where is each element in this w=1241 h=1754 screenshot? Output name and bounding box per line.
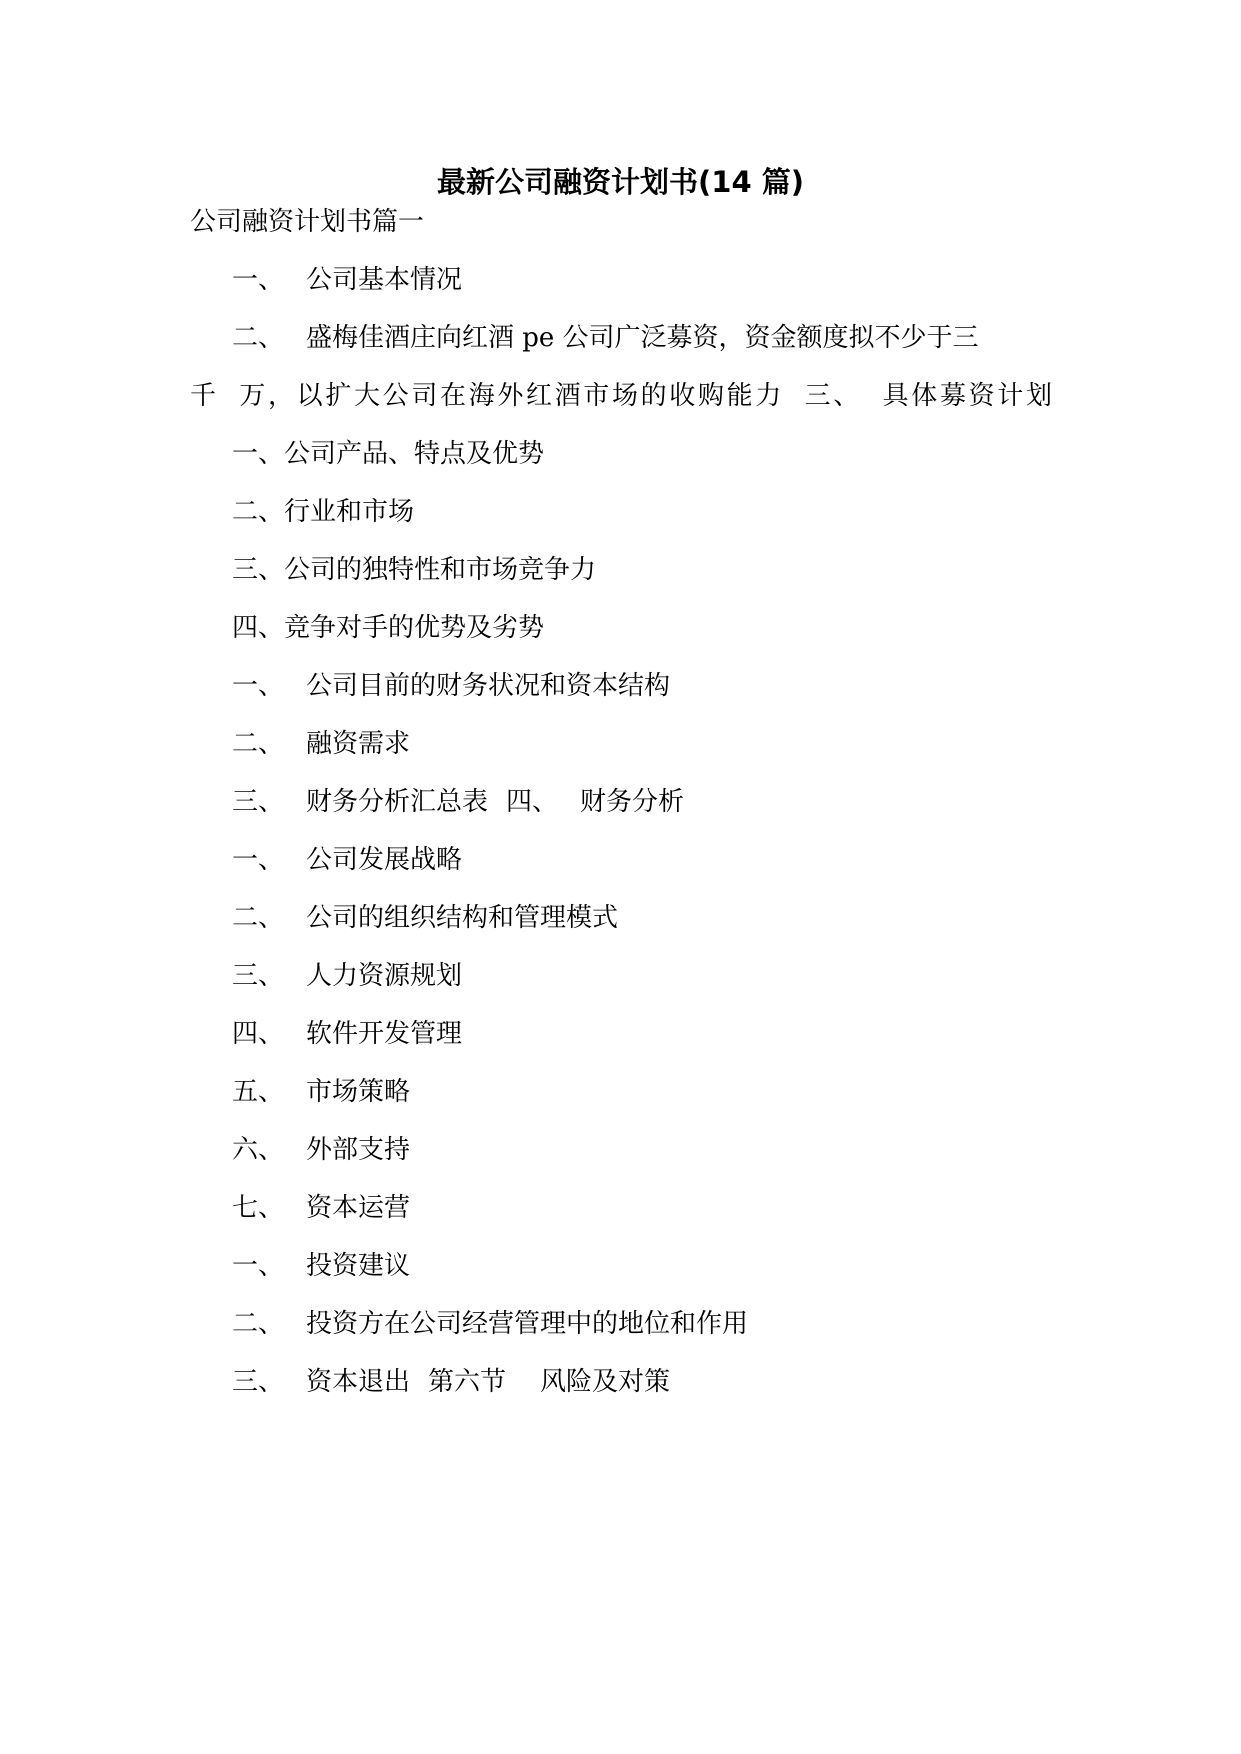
item-text: 风险及对策 — [540, 1367, 671, 1397]
item-text: 外部支持 — [306, 1135, 411, 1165]
item-text: 盛梅佳酒庄向红酒 pe 公司广泛募资，资金额度拟不少于三 — [306, 323, 979, 353]
list-item — [232, 436, 544, 472]
item-text: 投资方在公司经营管理中的地位和作用 — [306, 1309, 749, 1339]
item-text: 公司的独特性和市场竞争力 — [284, 555, 597, 585]
list-item — [232, 1190, 410, 1226]
item-number: 四、 — [506, 787, 559, 817]
list-item — [232, 494, 414, 530]
continuation-text: 千 — [190, 381, 219, 411]
item-text: 行业和市场 — [284, 497, 415, 527]
list-item — [232, 320, 979, 356]
item-text: 投资建议 — [306, 1251, 411, 1281]
list-item — [232, 668, 670, 704]
document-title: 最新公司融资计划书(14 篇) — [437, 165, 804, 199]
item-number: 二、 — [232, 729, 285, 759]
item-number: 二、 — [232, 497, 285, 527]
list-item — [232, 900, 618, 936]
list-item — [232, 1248, 410, 1284]
item-text: 公司基本情况 — [306, 265, 463, 295]
item-number: 一、 — [232, 265, 285, 295]
item-number: 五、 — [232, 1077, 285, 1107]
item-text: 融资需求 — [306, 729, 411, 759]
list-item — [232, 842, 462, 878]
item-number: 一、 — [232, 439, 285, 469]
item-number: 三、 — [232, 555, 285, 585]
list-item — [232, 1132, 410, 1168]
item-number: 二、 — [232, 1309, 285, 1339]
list-item-continuation — [190, 378, 1052, 414]
item-text: 公司的组织结构和管理模式 — [306, 903, 619, 933]
item-text: 公司产品、特点及优势 — [284, 439, 545, 469]
item-number: 四、 — [232, 613, 285, 643]
list-item — [232, 262, 462, 298]
item-number: 二、 — [232, 323, 285, 353]
item-text: 市场策略 — [306, 1077, 411, 1107]
list-item — [232, 610, 544, 646]
item-number: 三、 — [801, 381, 862, 411]
item-text: 资本退出 — [306, 1367, 411, 1397]
item-text: 竞争对手的优势及劣势 — [284, 613, 545, 643]
list-item — [232, 1016, 462, 1052]
section-heading: 公司融资计划书篇一 — [190, 207, 425, 237]
item-number: 一、 — [232, 845, 285, 875]
list-item — [232, 784, 684, 820]
list-item — [232, 1364, 670, 1400]
item-text: 公司发展战略 — [306, 845, 463, 875]
item-number: 三、 — [232, 1367, 285, 1397]
item-text: 财务分析汇总表 — [306, 787, 489, 817]
list-item — [232, 1074, 410, 1110]
item-number: 四、 — [232, 1019, 285, 1049]
section-label: 第六节 — [428, 1367, 507, 1397]
item-number: 一、 — [232, 671, 285, 701]
item-number: 二、 — [232, 903, 285, 933]
item-text: 财务分析 — [580, 787, 685, 817]
item-number: 七、 — [232, 1193, 285, 1223]
item-number: 一、 — [232, 1251, 285, 1281]
item-text: 人力资源规划 — [306, 961, 463, 991]
item-number: 六、 — [232, 1135, 285, 1165]
item-text: 资本运营 — [306, 1193, 411, 1223]
list-item — [232, 552, 596, 588]
continuation-text: 万，以扩大公司在海外红酒市场的收购能力 — [236, 381, 784, 411]
item-number: 三、 — [232, 787, 285, 817]
list-item — [232, 958, 462, 994]
item-number: 三、 — [232, 961, 285, 991]
item-text: 软件开发管理 — [306, 1019, 463, 1049]
item-text: 公司目前的财务状况和资本结构 — [306, 671, 671, 701]
list-item — [232, 1306, 748, 1342]
item-text: 具体募资计划 — [879, 381, 1052, 411]
list-item — [232, 726, 410, 762]
